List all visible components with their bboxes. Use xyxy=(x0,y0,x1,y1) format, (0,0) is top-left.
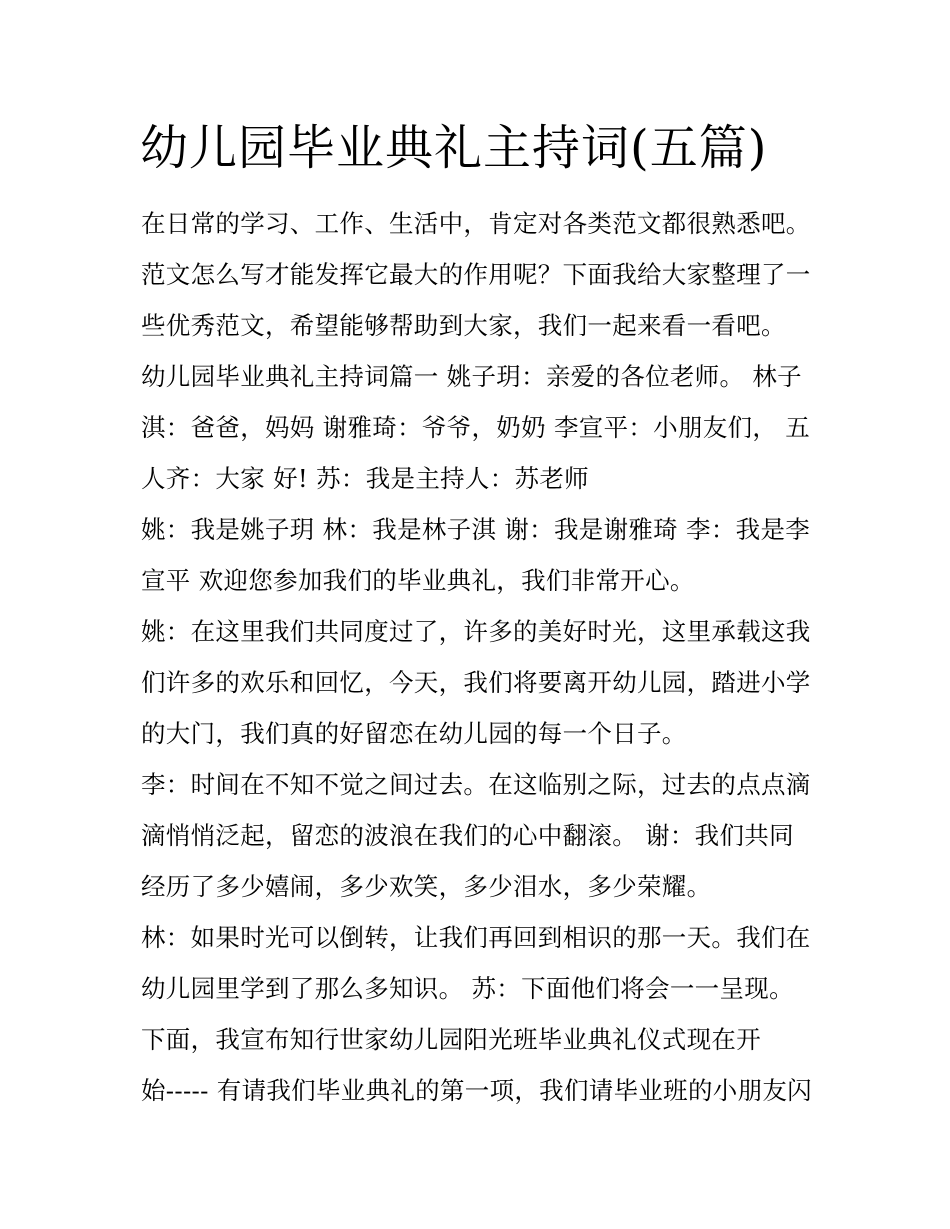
text-line: 林：如果时光可以倒转，让我们再回到相识的那一天。我们在 xyxy=(141,923,811,952)
text-line: 在日常的学习、工作、生活中，肯定对各类范文都很熟悉吧。 xyxy=(141,209,811,238)
document-title: 幼儿园毕业典礼主持词(五篇) xyxy=(140,120,768,176)
text-line: 幼儿园里学到了那么多知识。 苏：下面他们将会一一呈现。 xyxy=(141,974,794,1003)
text-line: 淇：爸爸，妈妈 谢雅琦：爷爷，奶奶 李宣平：小朋友们， 五 xyxy=(141,413,811,442)
text-line: 们许多的欢乐和回忆，今天，我们将要离开幼儿园，踏进小学 xyxy=(141,668,811,697)
text-line: 人齐：大家 好! 苏：我是主持人：苏老师 xyxy=(141,464,589,493)
text-line: 经历了多少嬉闹，多少欢笑，多少泪水，多少荣耀。 xyxy=(141,872,712,901)
text-line: 范文怎么写才能发挥它最大的作用呢？下面我给大家整理了一 xyxy=(141,260,811,289)
text-line: 幼儿园毕业典礼主持词篇一 姚子玥：亲爱的各位老师。 林子 xyxy=(141,362,802,391)
text-line: 姚：我是姚子玥 林：我是林子淇 谢：我是谢雅琦 李：我是李 xyxy=(141,515,811,544)
text-line: 滴悄悄泛起，留恋的波浪在我们的心中翻滚。 谢：我们共同 xyxy=(141,821,794,850)
document-body xyxy=(141,198,831,1116)
text-line: 的大门，我们真的好留恋在幼儿园的每一个日子。 xyxy=(141,719,687,748)
text-line: 宣平 欢迎您参加我们的毕业典礼，我们非常开心。 xyxy=(141,566,695,595)
text-line: 些优秀范文，希望能够帮助到大家，我们一起来看一看吧。 xyxy=(141,311,786,340)
text-line: 李：时间在不知不觉之间过去。在这临别之际，过去的点点滴 xyxy=(141,770,811,799)
text-line: 姚：在这里我们共同度过了，许多的美好时光，这里承载这我 xyxy=(141,617,811,646)
text-line: 下面，我宣布知行世家幼儿园阳光班毕业典礼仪式现在开 xyxy=(141,1025,761,1054)
text-line: 始----- 有请我们毕业典礼的第一项，我们请毕业班的小朋友闪 xyxy=(141,1076,812,1105)
